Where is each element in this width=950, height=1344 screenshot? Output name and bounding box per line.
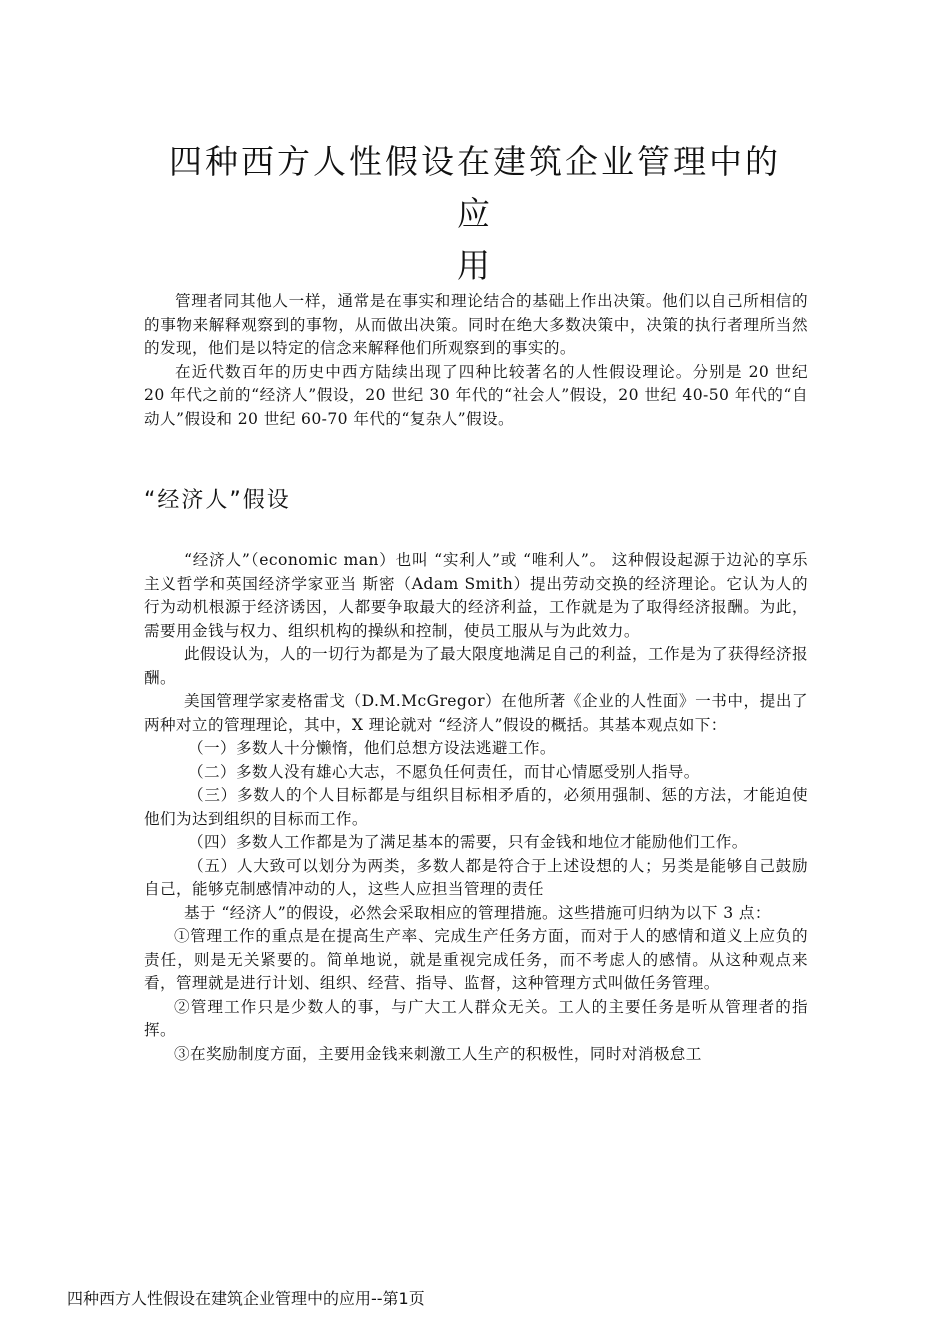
intro-section xyxy=(144,290,808,431)
section-paragraph-1: “经济人”（economic man）也叫 “实利人”或 “唯利人”。 这种假设起源于边沁的享乐主义哲学和英国经济学家亚当 斯密（Adam Smith）提出劳动交换的经济理论。它认为人的行为动机根源于经济诱因，人都要争取最大的经济利益，工作就是为了取得经济报酬。为此，需要用金钱与权力、组织机构的操纵和控制，使员工服从与为此效力。 xyxy=(144,551,808,640)
measure-1: ①管理工作的重点是在提高生产率、完成生产任务方面，而对于人的感情和道义上应负的责任，则是无关紧要的。简单地说，就是重视完成任务，而不考虑人的感情。从这种观点来看，管理就是进行计划、组织、经营、指导、监督，这种管理方式叫做任务管理。 xyxy=(144,927,808,992)
document-title-line1: 四种西方人性假设在建筑企业管理中的应 xyxy=(169,142,781,233)
intro-paragraph-2: 在近代数百年的历史中西方陆续出现了四种比较著名的人性假设理论。分别是 20 世纪 20 年代之前的“经济人”假设，20 世纪 30 年代的“社会人”假设，20 世纪 40-50 年代的“自动人”假设和 20 世纪 60-70 年代的“复杂人”假设。 xyxy=(144,362,808,428)
x-theory-point-2: （二）多数人没有雄心大志，不愿负任何责任，而甘心情愿受别人指导。 xyxy=(188,762,700,781)
measure-2: ②管理工作只是少数人的事，与广大工人群众无关。工人的主要任务是听从管理者的指挥。 xyxy=(144,997,808,1039)
section-paragraph-2: 此假设认为，人的一切行为都是为了最大限度地满足自己的利益，工作是为了获得经济报酬。 xyxy=(144,645,808,687)
document-title xyxy=(155,136,795,292)
section-paragraph-3: 美国管理学家麦格雷戈（D.M.McGregor）在他所著《企业的人性面》一书中，提出了两种对立的管理理论，其中，X 理论就对 “经济人”假设的概括。其基本观点如下： xyxy=(144,692,808,734)
document-title-line2: 用 xyxy=(457,246,493,285)
intro-paragraph-1: 管理者同其他人一样，通常是在事实和理论结合的基础上作出决策。他们以自己所相信的的事物来解释观察到的事物，从而做出决策。同时在绝大多数决策中，决策的执行者理所当然的发现，他们是以特定的信念来解释他们所观察到的事实的。 xyxy=(144,292,808,357)
section-heading: “经济人”假设 xyxy=(144,488,291,513)
measures-intro: 基于 “经济人”的假设，必然会采取相应的管理措施。这些措施可归纳为以下 3 点： xyxy=(184,903,771,922)
x-theory-point-5: （五）人大致可以划分为两类，多数人都是符合于上述设想的人；另类是能够自己鼓励自己，能够克制感情冲动的人，这些人应担当管理的责任 xyxy=(144,856,808,898)
x-theory-point-1: （一）多数人十分懒惰，他们总想方设法逃避工作。 xyxy=(188,739,556,757)
x-theory-point-4: （四）多数人工作都是为了满足基本的需要，只有金钱和地位才能励他们工作。 xyxy=(188,833,748,851)
economic-man-section xyxy=(144,549,808,1066)
x-theory-point-3: （三）多数人的个人目标都是与组织目标相矛盾的，必须用强制、惩的方法，才能迫使他们为达到组织的目标而工作。 xyxy=(144,786,808,828)
page-footer: 四种西方人性假设在建筑企业管理中的应用--第1页 xyxy=(67,1289,425,1308)
measure-3: ③在奖励制度方面，主要用金钱来刺激工人生产的积极性，同时对消极怠工 xyxy=(174,1044,702,1063)
